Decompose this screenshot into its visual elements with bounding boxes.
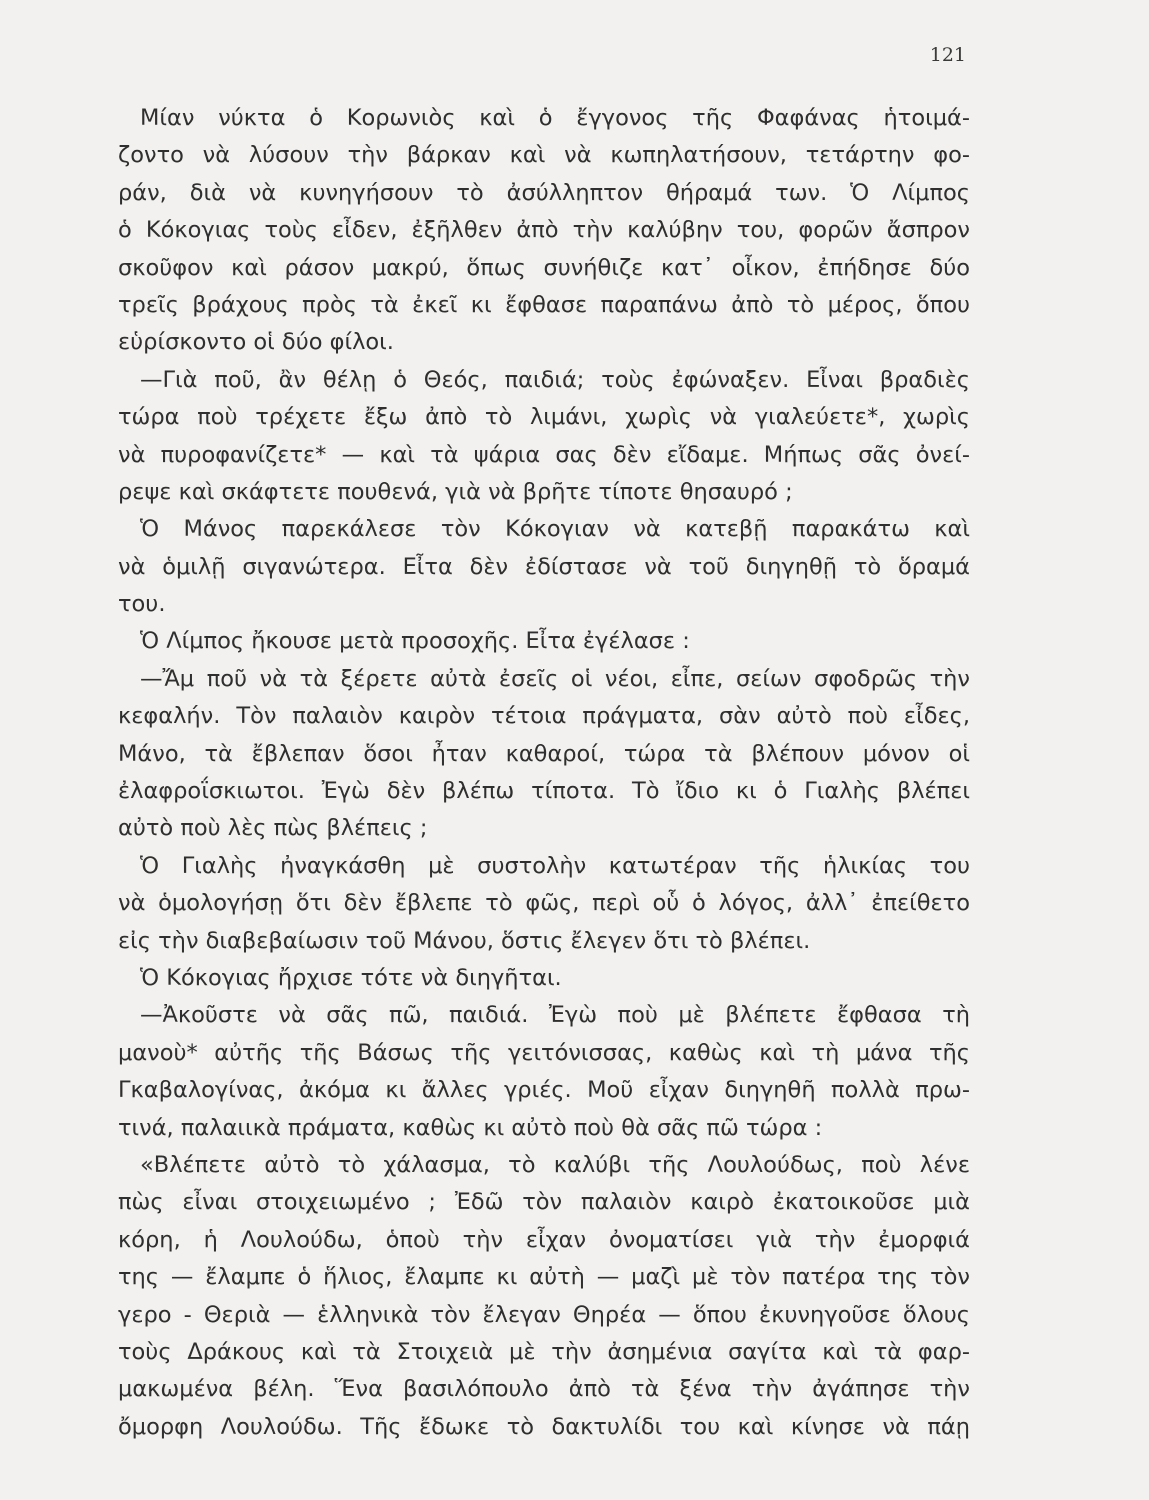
text-line: ὁ Κόκογιας τοὺς εἶδεν, ἐξῆλθεν ἀπὸ τὴν καλύβην του, φορῶν ἄσπρον xyxy=(118,217,970,244)
text-line: ράν, διὰ νὰ κυνηγήσουν τὸ ἀσύλληπτον θήραμά των. Ὁ Λίμπος xyxy=(118,179,970,206)
text-line: Ὁ Λίμπος ἤκουσε μετὰ προσοχῆς. Εἶτα ἐγέλασε : xyxy=(140,628,690,655)
text-line: Γκαβαλογίνας, ἀκόμα κι ἄλλες γριές. Μοῦ εἶχαν διηγηθῆ πολλὰ πρω- xyxy=(118,1077,970,1104)
text-line: ἐλαφροΐσκιωτοι. Ἐγὼ δὲν βλέπω τίποτα. Τὸ ἴδιο κι ὁ Γιαλὴς βλέπει xyxy=(118,778,970,805)
text-line: νὰ ὁμολογήσῃ ὅτι δὲν ἔβλεπε τὸ φῶς, περὶ οὗ ὁ λόγος, ἀλλ᾽ ἐπείθετο xyxy=(118,890,970,917)
text-line: «Βλέπετε αὐτὸ τὸ χάλασμα, τὸ καλύβι τῆς Λουλούδως, ποὺ λένε xyxy=(140,1151,970,1178)
text-line: αὐτὸ ποὺ λὲς πὼς βλέπεις ; xyxy=(118,815,428,842)
text-line: —Ἀκοῦστε νὰ σᾶς πῶ, παιδιά. Ἐγὼ ποὺ μὲ βλέπετε ἔφθασα τὴ xyxy=(140,1002,970,1029)
text-line: νὰ ὁμιλῇ σιγανώτερα. Εἶτα δὲν ἐδίστασε νὰ τοῦ διηγηθῇ τὸ ὅραμά xyxy=(118,553,970,580)
page-text xyxy=(118,100,970,1446)
text-line: Μίαν νύκτα ὁ Κορωνιὸς καὶ ὁ ἔγγονος τῆς Φαφάνας ἡτοιμά- xyxy=(140,105,970,131)
text-line: εὑρίσκοντο οἱ δύο φίλοι. xyxy=(118,329,394,356)
text-line: του. xyxy=(118,591,166,618)
text-line: μακωμένα βέλη. Ἕνα βασιλόπουλο ἀπὸ τὰ ξένα τὴν ἀγάπησε τὴν xyxy=(118,1376,970,1403)
text-line: τινά, παλαιικὰ πράματα, καθὼς κι αὐτὸ ποὺ θὰ σᾶς πῶ τώρα : xyxy=(118,1114,823,1141)
text-line: της — ἔλαμπε ὁ ἥλιος, ἔλαμπε κι αὐτὴ — μαζὶ μὲ τὸν πατέρα της τὸν xyxy=(118,1264,970,1291)
text-line: τώρα ποὺ τρέχετε ἔξω ἀπὸ τὸ λιμάνι, χωρὶς νὰ γιαλεύετε*, χωρὶς xyxy=(118,404,970,431)
page-number: 121 xyxy=(929,44,966,66)
text-line: τρεῖς βράχους πρὸς τὰ ἐκεῖ κι ἔφθασε παραπάνω ἀπὸ τὸ μέρος, ὅπου xyxy=(118,291,970,318)
text-line: τοὺς Δράκους καὶ τὰ Στοιχειὰ μὲ τὴν ἀσημένια σαγίτα καὶ τὰ φαρ- xyxy=(118,1338,970,1365)
text-line: εἰς τὴν διαβεβαίωσιν τοῦ Μάνου, ὅστις ἔλεγεν ὅτι τὸ βλέπει. xyxy=(118,927,811,954)
text-line: Μάνο, τὰ ἔβλεπαν ὅσοι ἦταν καθαροί, τώρα τὰ βλέπουν μόνον οἱ xyxy=(118,740,970,767)
text-line: πὼς εἶναι στοιχειωμένο ; Ἐδῶ τὸν παλαιὸν καιρὸ ἐκατοικοῦσε μιὰ xyxy=(118,1189,970,1216)
text-line: Ὁ Μάνος παρεκάλεσε τὸν Κόκογιαν νὰ κατεβῇ παρακάτω καὶ xyxy=(140,516,970,543)
text-line: Ὁ Γιαλὴς ἠναγκάσθη μὲ συστολὴν κατωτέραν τῆς ἡλικίας του xyxy=(140,852,970,879)
text-line: κεφαλήν. Τὸν παλαιὸν καιρὸν τέτοια πράγματα, σὰν αὐτὸ ποὺ εἶδες, xyxy=(118,703,970,730)
text-line: —Γιὰ ποῦ, ἂν θέλῃ ὁ Θεός, παιδιά; τοὺς ἐφώναξεν. Εἶναι βραδιὲς xyxy=(140,366,970,393)
text-line: νὰ πυροφανίζετε* — καὶ τὰ ψάρια σας δὲν εἴδαμε. Μήπως σᾶς ὀνεί- xyxy=(118,441,970,468)
text-line: ζοντο νὰ λύσουν τὴν βάρκαν καὶ νὰ κωπηλατήσουν, τετάρτην φο- xyxy=(118,142,970,169)
text-line: ὄμορφη Λουλούδω. Τῆς ἔδωκε τὸ δακτυλίδι του καὶ κίνησε νὰ πάῃ xyxy=(118,1413,970,1440)
text-line: Ὁ Κόκογιας ἤρχισε τότε νὰ διηγῆται. xyxy=(140,964,562,991)
text-line: —Ἄμ ποῦ νὰ τὰ ξέρετε αὐτὰ ἐσεῖς οἱ νέοι, εἶπε, σείων σφοδρῶς τὴν xyxy=(140,665,970,692)
text-line: γερο - Θεριὰ — ἑλληνικὰ τὸν ἔλεγαν Θηρέα — ὅπου ἐκυνηγοῦσε ὅλους xyxy=(118,1301,970,1328)
text-line: σκοῦφον καὶ ράσον μακρύ, ὅπως συνήθιζε κατ᾽ οἶκον, ἐπήδησε δύο xyxy=(118,254,970,281)
text-line: ρεψε καὶ σκάφτετε πουθενά, γιὰ νὰ βρῆτε τίποτε θησαυρό ; xyxy=(118,478,793,505)
text-line: κόρη, ἡ Λουλούδω, ὁποὺ τὴν εἶχαν ὀνοματίσει γιὰ τὴν ἐμορφιά xyxy=(118,1226,970,1253)
text-line: μανοὺ* αὐτῆς τῆς Βάσως τῆς γειτόνισσας, καθὼς καὶ τὴ μάνα τῆς xyxy=(118,1039,970,1066)
